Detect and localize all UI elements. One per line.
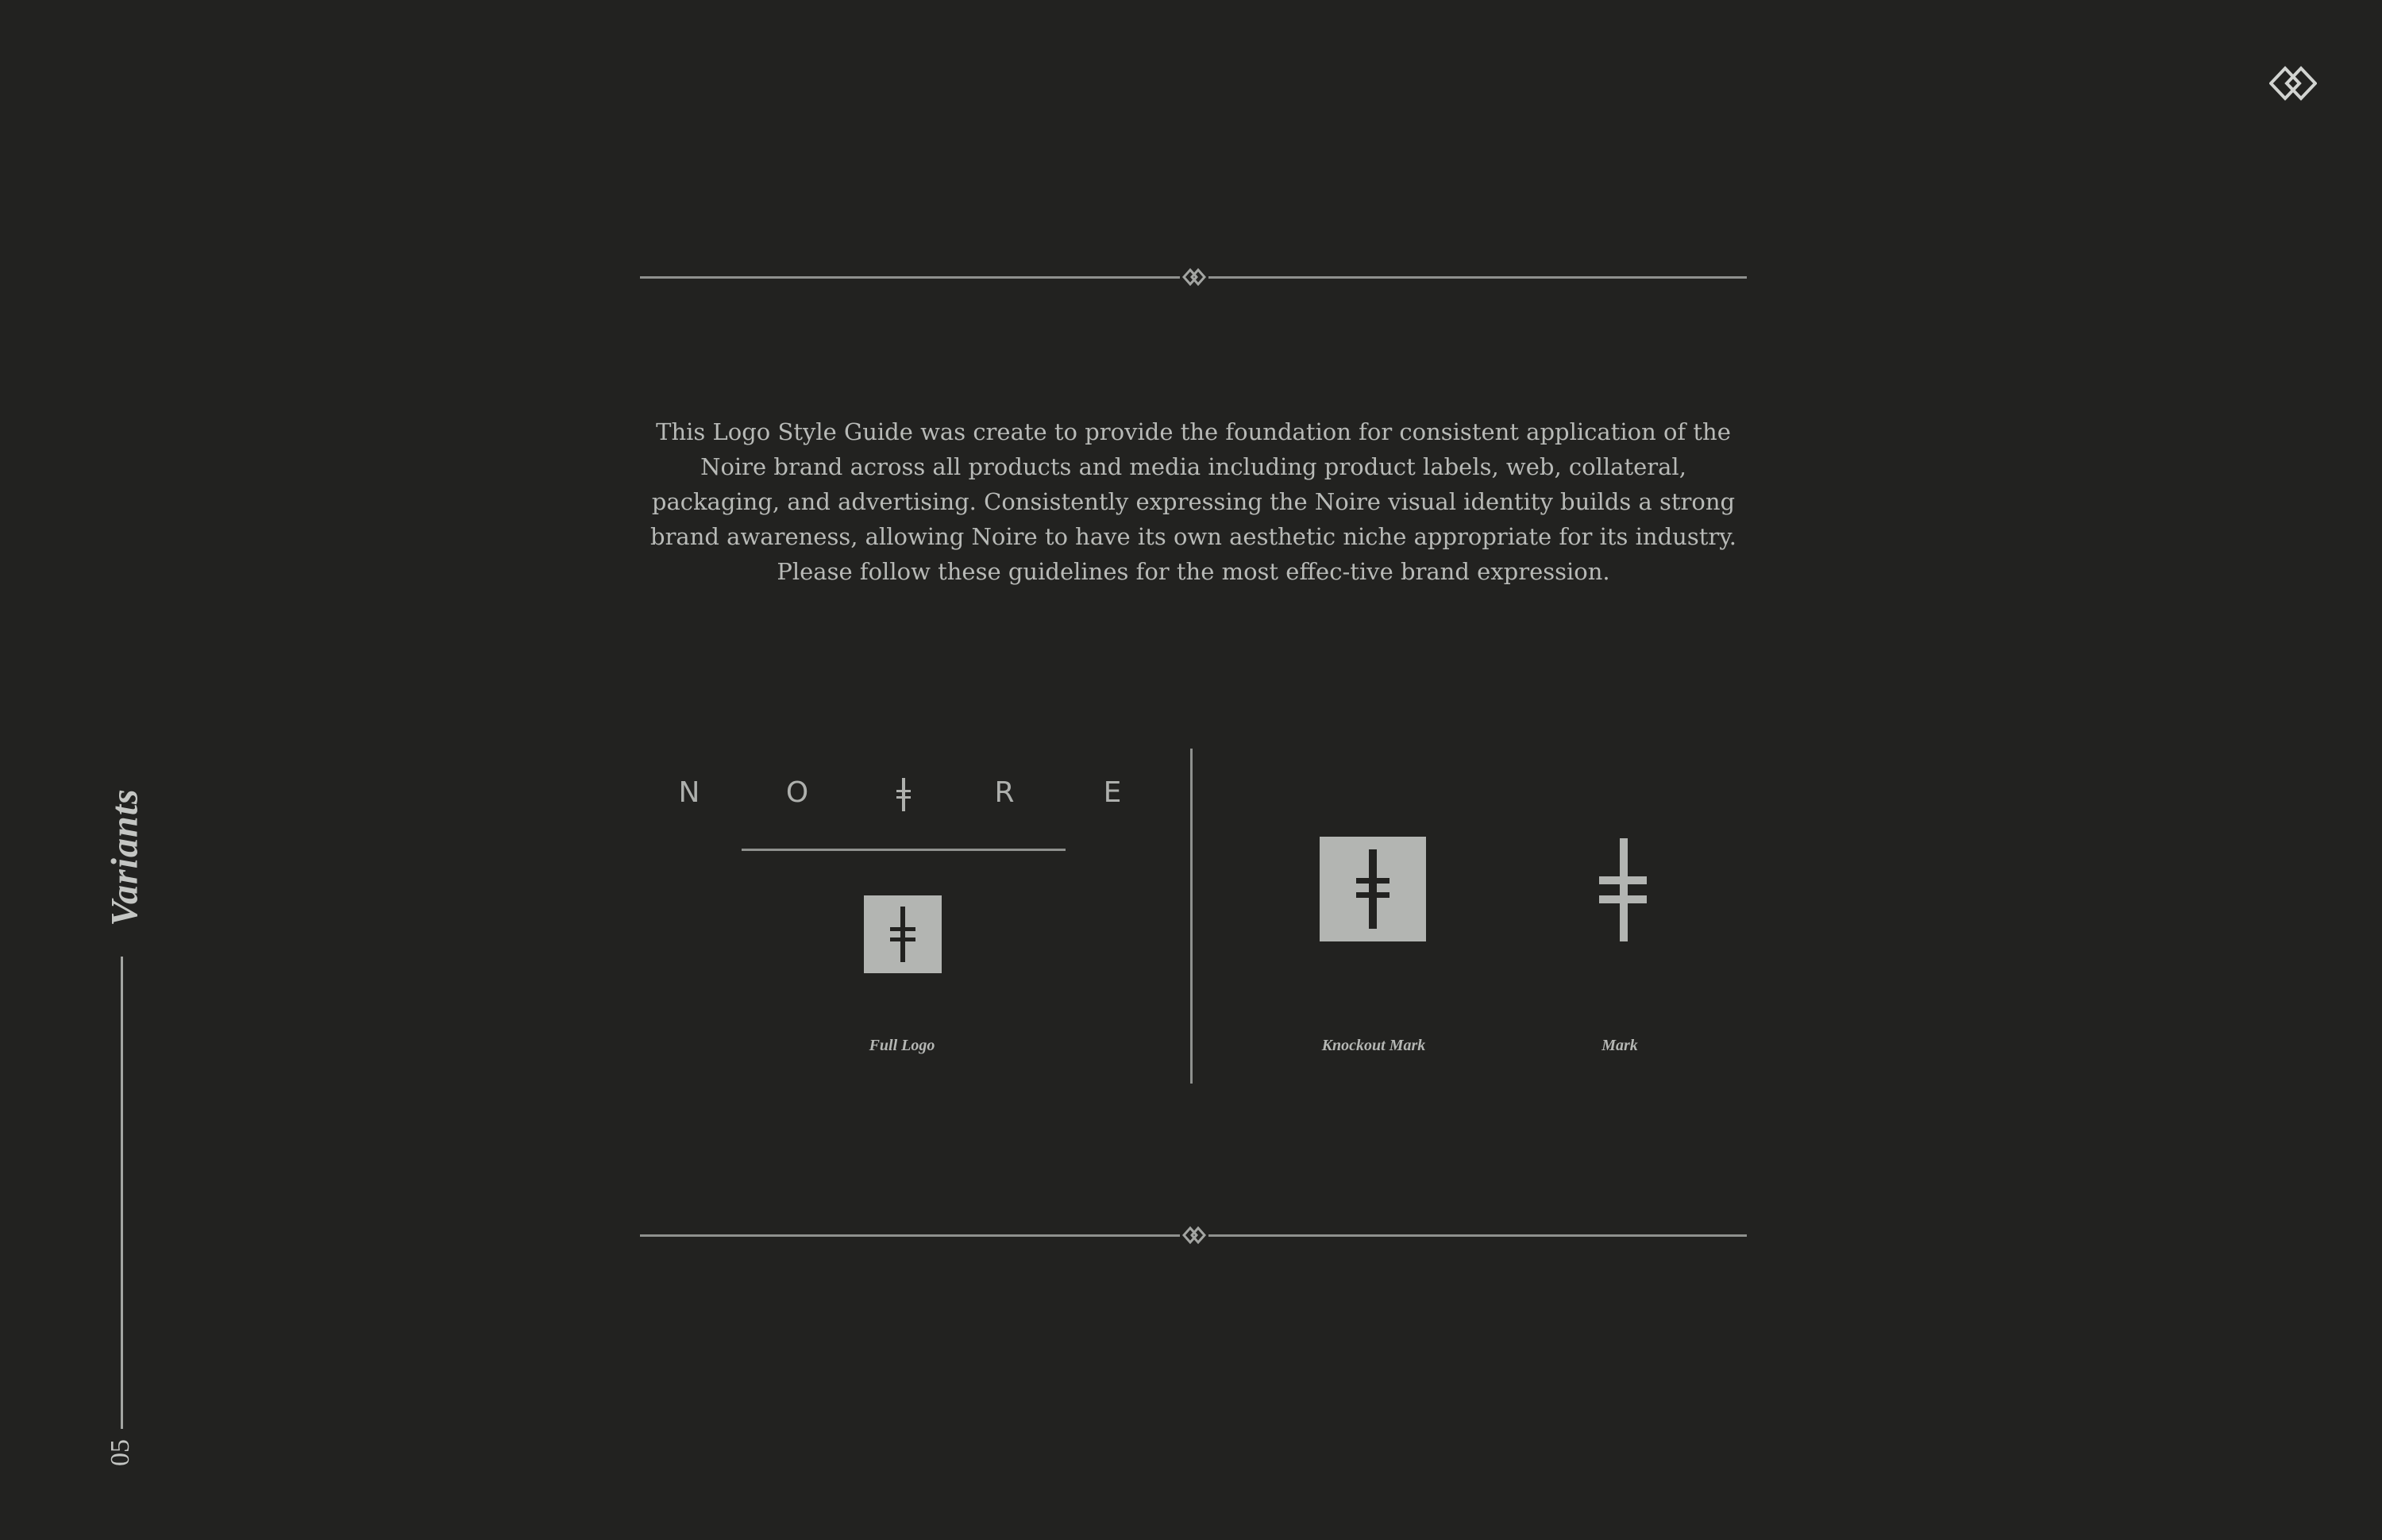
double-diamond-icon[interactable] [2269,64,2317,103]
section-vertical-line [121,957,123,1429]
double-cross-mark-icon [1598,838,1648,941]
wordmark-letter-i-mark [888,775,919,814]
section-title: Variants [103,788,146,926]
wordmark-letter-n: N [678,776,700,809]
full-logo-mark [864,895,942,973]
top-divider-rule [640,261,1747,293]
wordmark-letter-o: O [785,776,809,809]
double-cross-mark-icon [1320,837,1426,941]
wordmark-letter-r: R [994,776,1015,809]
intro-paragraph: This Logo Style Guide was create to provide the foundation for consistent application of the Noire brand across all products and media including product labels, web, collateral, packaging, and advertising. Consistently expressing the Noire visual identity builds a strong brand awareness, allowing Noire to have its own aesthetic niche appropriate for its industry. Please follow these guidelines for the most effec-tive brand expression. [650,418,1736,585]
double-cross-mark-icon [864,895,942,973]
bottom-divider-rule [640,1219,1747,1251]
noire-wordmark [659,776,1262,816]
knockout-mark [1320,837,1426,941]
caption-mark: Mark [1601,1037,1638,1054]
wordmark-underline [742,849,1066,851]
variant-divider [1190,749,1193,1084]
wordmark-letter-e: E [1103,776,1122,809]
caption-full-logo: Full Logo [869,1037,935,1054]
caption-knockout-mark: Knockout Mark [1321,1037,1426,1054]
double-diamond-ornament-icon [1180,268,1208,287]
plain-mark [1598,838,1648,941]
double-diamond-ornament-icon [1180,1226,1208,1245]
page-number: 05 [106,1439,135,1466]
